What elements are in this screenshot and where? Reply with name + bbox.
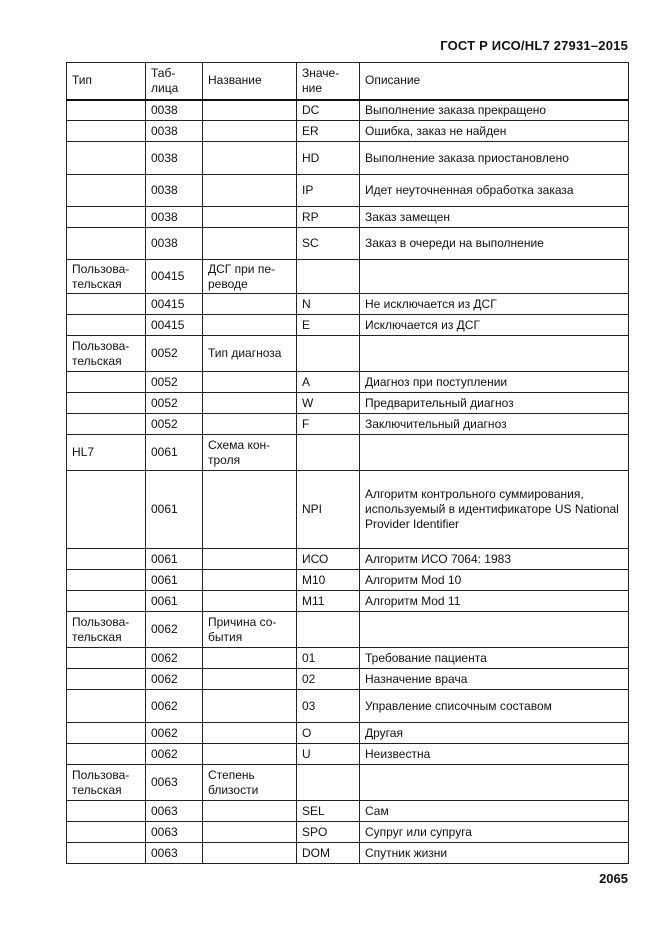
cell-table: 00415 (146, 315, 203, 336)
cell-name (203, 549, 297, 570)
cell-name (203, 207, 297, 228)
cell-description: Управление списочным составом (360, 690, 629, 723)
cell-value: ER (297, 121, 360, 142)
cell-type (67, 121, 146, 142)
cell-description: Заключительный диагноз (360, 414, 629, 435)
table-row (67, 549, 629, 570)
cell-name (203, 372, 297, 393)
table-row (67, 315, 629, 336)
cell-table: 0052 (146, 414, 203, 435)
cell-value: IP (297, 175, 360, 207)
table-row (67, 648, 629, 669)
cell-value: SPO (297, 822, 360, 843)
cell-table: 0052 (146, 372, 203, 393)
cell-value: 02 (297, 669, 360, 690)
cell-name (203, 801, 297, 822)
table-row (67, 723, 629, 744)
table-row (67, 393, 629, 414)
cell-value: NPI (297, 471, 360, 549)
cell-table: 0062 (146, 744, 203, 765)
cell-description: Выполнение заказа прекращено (360, 100, 629, 121)
table-row (67, 669, 629, 690)
cell-type (67, 471, 146, 549)
table-row (67, 471, 629, 549)
cell-name (203, 471, 297, 549)
cell-type (67, 142, 146, 175)
cell-name (203, 690, 297, 723)
cell-table: 0063 (146, 822, 203, 843)
cell-table: 00415 (146, 294, 203, 315)
cell-type (67, 669, 146, 690)
cell-type (67, 648, 146, 669)
cell-name (203, 591, 297, 612)
cell-value: DOM (297, 843, 360, 864)
cell-name (203, 294, 297, 315)
cell-table: 0062 (146, 690, 203, 723)
cell-name (203, 100, 297, 121)
cell-value: M11 (297, 591, 360, 612)
cell-description (360, 336, 629, 372)
table-row (67, 414, 629, 435)
cell-name: Тип диагноза (203, 336, 297, 372)
cell-type: HL7 (67, 435, 146, 471)
table-row (67, 294, 629, 315)
cell-name: Причина со- бытия (203, 612, 297, 648)
cell-type (67, 228, 146, 260)
cell-table: 0063 (146, 765, 203, 801)
table-row (67, 100, 629, 121)
cell-type (67, 175, 146, 207)
table-row (67, 690, 629, 723)
code-table (66, 62, 629, 864)
cell-name (203, 669, 297, 690)
cell-name (203, 744, 297, 765)
cell-name: Степень близости (203, 765, 297, 801)
cell-type: Пользова- тельская (67, 260, 146, 294)
column-header-value: Значе- ние (297, 63, 360, 100)
cell-name (203, 142, 297, 175)
cell-description: Алгоритм Mod 11 (360, 591, 629, 612)
cell-type (67, 723, 146, 744)
cell-description: Ошибка, заказ не найден (360, 121, 629, 142)
cell-table: 0038 (146, 100, 203, 121)
document-header: ГОСТ Р ИСО/HL7 27931–2015 (440, 38, 628, 53)
cell-value (297, 612, 360, 648)
cell-description: Спутник жизни (360, 843, 629, 864)
cell-table: 0061 (146, 591, 203, 612)
column-header-table: Таб- лица (146, 63, 203, 100)
cell-type (67, 801, 146, 822)
cell-description: Не исключается из ДСГ (360, 294, 629, 315)
cell-name (203, 228, 297, 260)
cell-type (67, 372, 146, 393)
cell-value: RP (297, 207, 360, 228)
cell-name: ДСГ при пе- реводе (203, 260, 297, 294)
cell-type (67, 744, 146, 765)
cell-description: Неизвестна (360, 744, 629, 765)
table-row (67, 570, 629, 591)
cell-description: Предварительный диагноз (360, 393, 629, 414)
table-body (67, 100, 629, 864)
cell-table: 0061 (146, 549, 203, 570)
table-row (67, 591, 629, 612)
cell-table: 0052 (146, 393, 203, 414)
page-number: 2065 (599, 871, 628, 886)
cell-table: 0063 (146, 801, 203, 822)
table-row (67, 843, 629, 864)
cell-name (203, 175, 297, 207)
cell-name (203, 393, 297, 414)
cell-value: 01 (297, 648, 360, 669)
cell-description: Заказ в очереди на выполнение (360, 228, 629, 260)
cell-description: Алгоритм ИСО 7064: 1983 (360, 549, 629, 570)
cell-table: 0038 (146, 228, 203, 260)
cell-value (297, 765, 360, 801)
cell-type: Пользова- тельская (67, 336, 146, 372)
cell-value: DC (297, 100, 360, 121)
cell-type (67, 822, 146, 843)
cell-description (360, 435, 629, 471)
table-row (67, 228, 629, 260)
cell-table: 0061 (146, 435, 203, 471)
cell-value: M10 (297, 570, 360, 591)
table-row (67, 435, 629, 471)
cell-description: Диагноз при поступлении (360, 372, 629, 393)
table-header (67, 63, 629, 100)
cell-value: U (297, 744, 360, 765)
cell-value (297, 435, 360, 471)
cell-value: SEL (297, 801, 360, 822)
cell-type (67, 100, 146, 121)
table-row (67, 121, 629, 142)
cell-value: N (297, 294, 360, 315)
cell-description: Заказ замещен (360, 207, 629, 228)
table-row (67, 801, 629, 822)
cell-table: 00415 (146, 260, 203, 294)
table-row (67, 260, 629, 294)
cell-type (67, 393, 146, 414)
cell-table: 0052 (146, 336, 203, 372)
cell-description: Требование пациента (360, 648, 629, 669)
cell-table: 0062 (146, 648, 203, 669)
cell-description (360, 765, 629, 801)
table-row (67, 822, 629, 843)
table-row (67, 612, 629, 648)
column-header-type: Тип (67, 63, 146, 100)
cell-name (203, 414, 297, 435)
cell-type (67, 315, 146, 336)
cell-name (203, 822, 297, 843)
table-row (67, 744, 629, 765)
column-header-description: Описание (360, 63, 629, 100)
cell-table: 0038 (146, 207, 203, 228)
cell-table: 0062 (146, 723, 203, 744)
cell-name (203, 315, 297, 336)
cell-value: HD (297, 142, 360, 175)
table-row (67, 175, 629, 207)
cell-type (67, 690, 146, 723)
cell-value: F (297, 414, 360, 435)
cell-value: ИСО (297, 549, 360, 570)
cell-description: Выполнение заказа приостановлено (360, 142, 629, 175)
cell-description: Алгоритм Mod 10 (360, 570, 629, 591)
cell-type (67, 570, 146, 591)
cell-description (360, 260, 629, 294)
cell-value (297, 336, 360, 372)
cell-name: Схема кон- троля (203, 435, 297, 471)
table-row (67, 372, 629, 393)
cell-name (203, 121, 297, 142)
cell-table: 0061 (146, 471, 203, 549)
column-header-name: Название (203, 63, 297, 100)
cell-description: Другая (360, 723, 629, 744)
cell-type: Пользова- тельская (67, 612, 146, 648)
cell-name (203, 570, 297, 591)
cell-description: Исключается из ДСГ (360, 315, 629, 336)
cell-type (67, 207, 146, 228)
cell-name (203, 648, 297, 669)
cell-type (67, 843, 146, 864)
cell-name (203, 723, 297, 744)
cell-table: 0063 (146, 843, 203, 864)
cell-type (67, 414, 146, 435)
cell-description: Сам (360, 801, 629, 822)
cell-table: 0038 (146, 142, 203, 175)
cell-table: 0061 (146, 570, 203, 591)
cell-name (203, 843, 297, 864)
cell-description: Назначение врача (360, 669, 629, 690)
cell-value: A (297, 372, 360, 393)
cell-type (67, 591, 146, 612)
table-row (67, 207, 629, 228)
cell-table: 0038 (146, 121, 203, 142)
cell-value: 03 (297, 690, 360, 723)
cell-description: Супруг или супруга (360, 822, 629, 843)
cell-value: W (297, 393, 360, 414)
table-row (67, 765, 629, 801)
cell-description: Алгоритм контрольного суммирования, используемый в идентификаторе US National Provider Identifier (360, 471, 629, 549)
cell-type: Пользова- тельская (67, 765, 146, 801)
table-row (67, 336, 629, 372)
cell-description: Идет неуточненная обработка заказа (360, 175, 629, 207)
cell-value (297, 260, 360, 294)
cell-type (67, 549, 146, 570)
cell-table: 0062 (146, 669, 203, 690)
cell-type (67, 294, 146, 315)
cell-table: 0038 (146, 175, 203, 207)
table-row (67, 142, 629, 175)
cell-table: 0062 (146, 612, 203, 648)
cell-value: O (297, 723, 360, 744)
cell-value: E (297, 315, 360, 336)
cell-value: SC (297, 228, 360, 260)
cell-description (360, 612, 629, 648)
